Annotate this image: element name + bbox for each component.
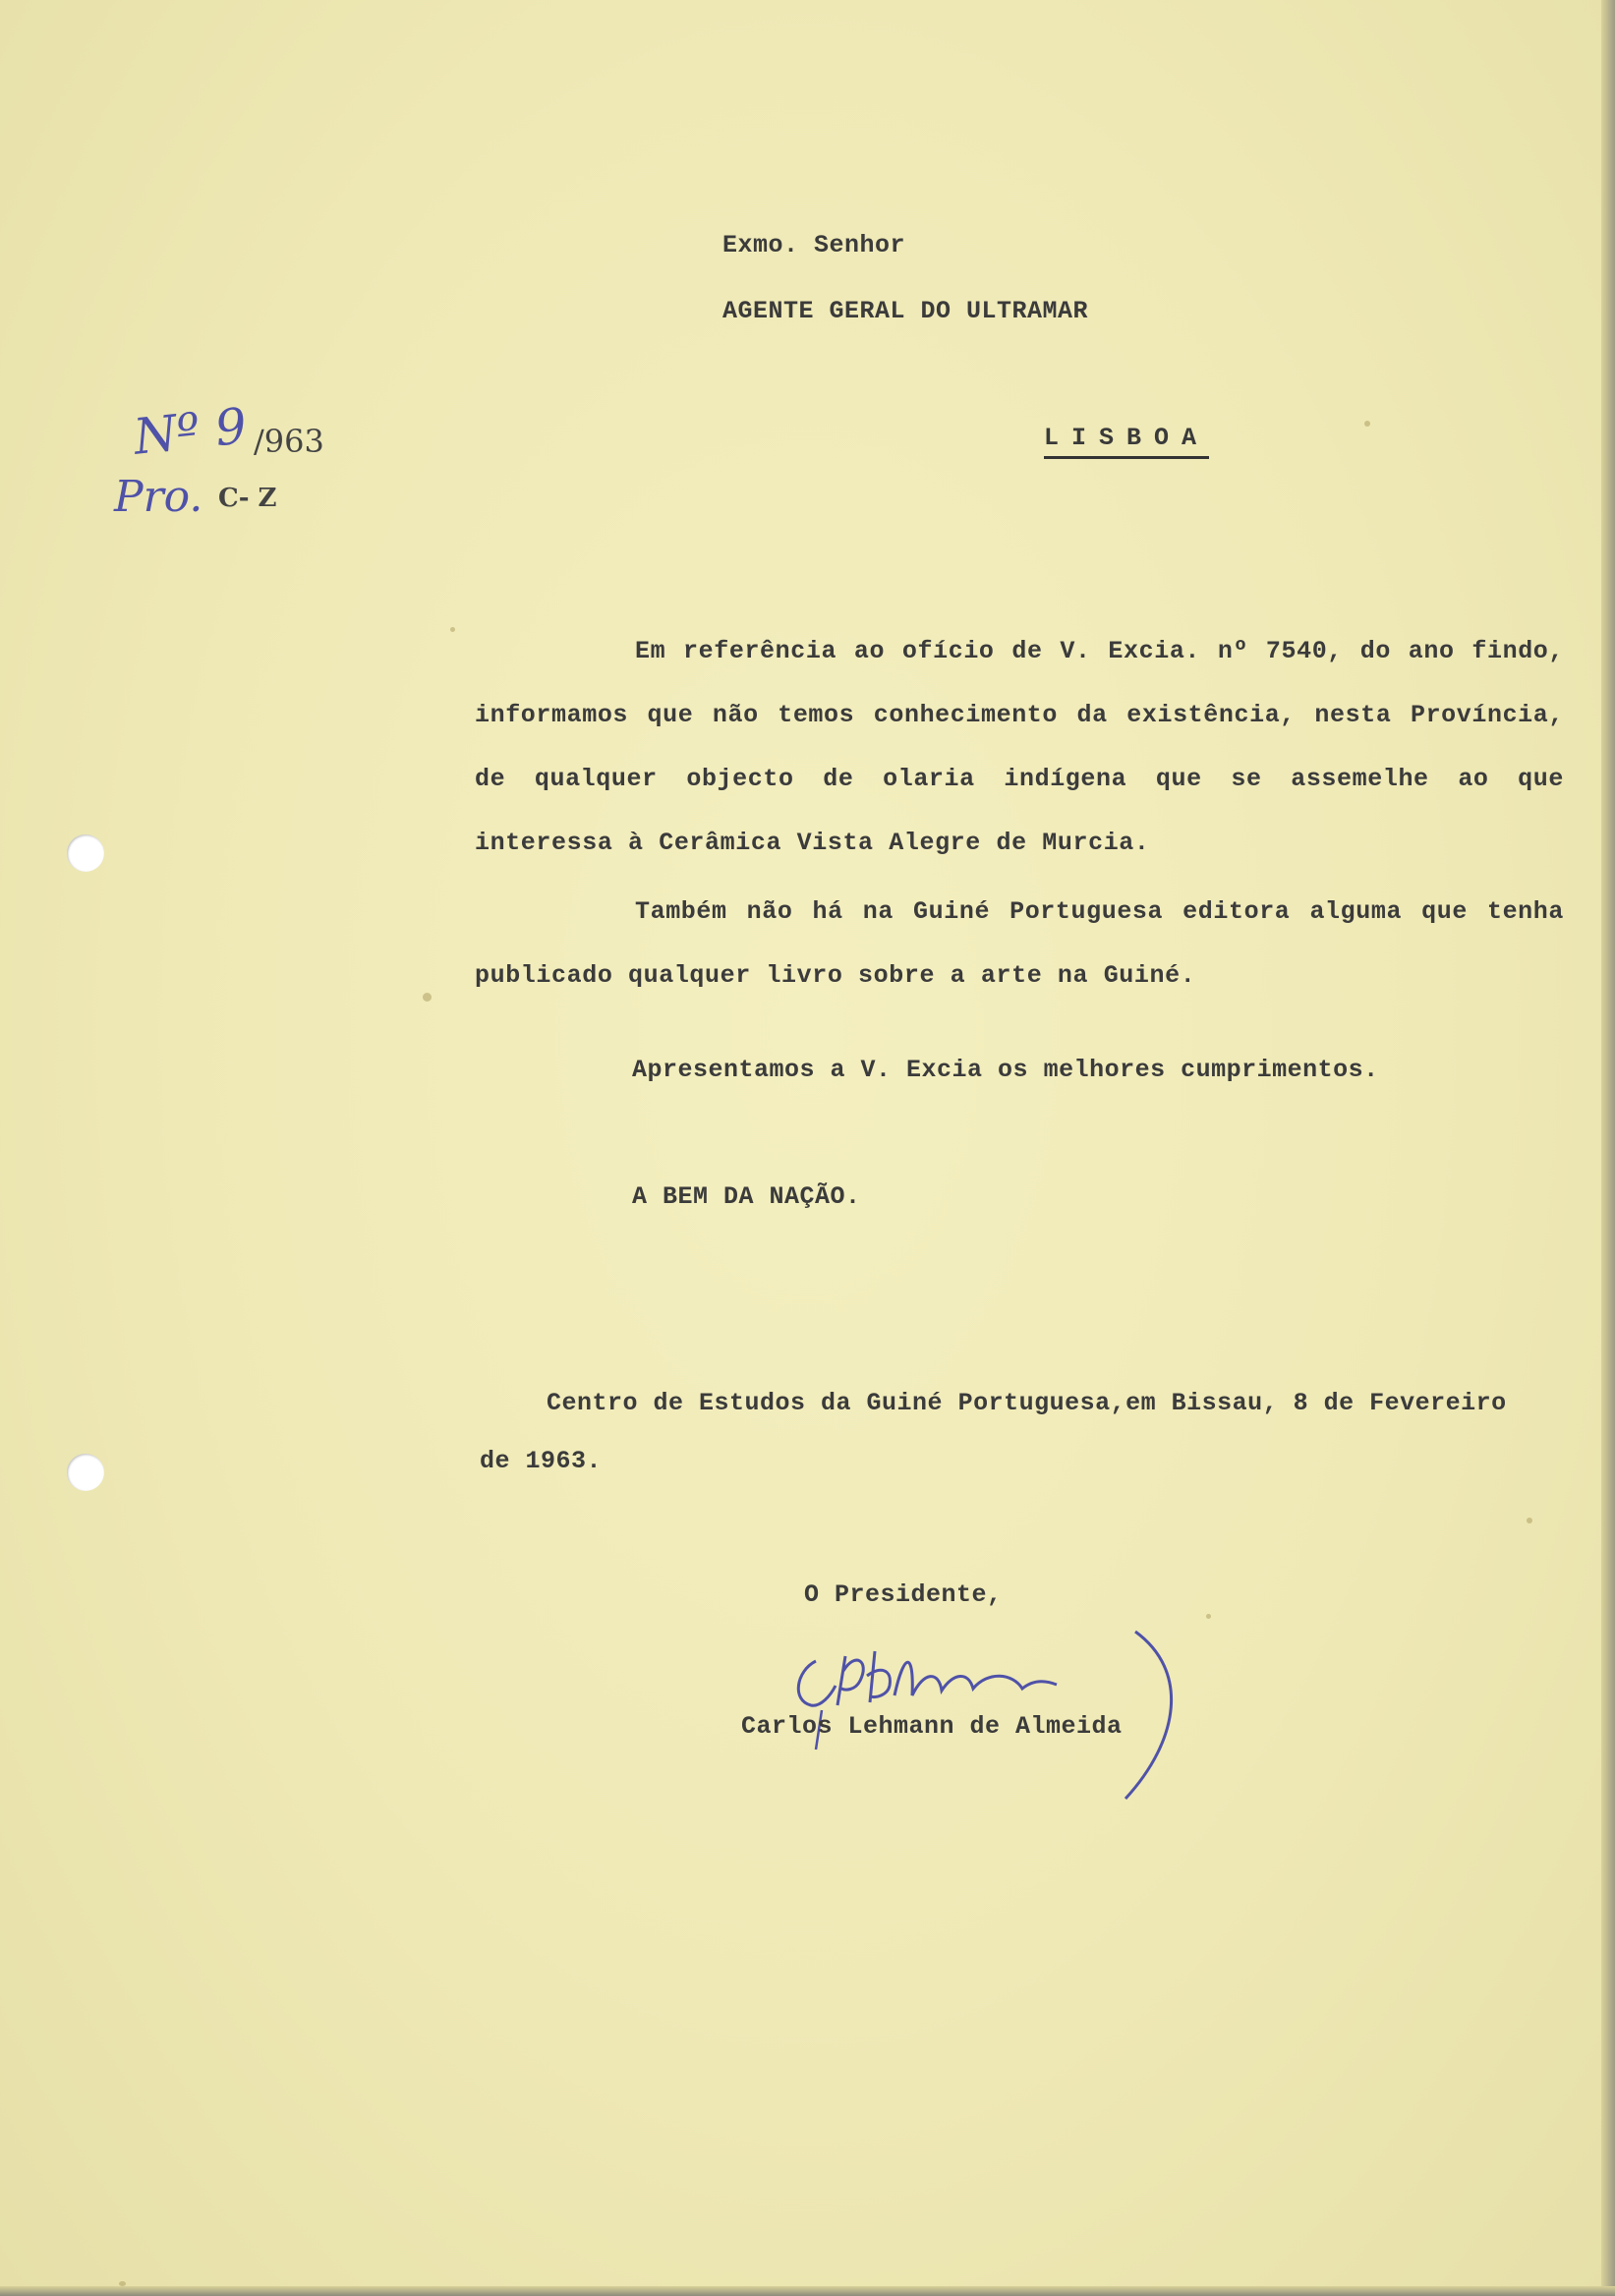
motto: A BEM DA NAÇÃO.: [632, 1182, 861, 1211]
handwritten-signature: [777, 1612, 1209, 1808]
body-paragraph-1: Em referência ao ofício de V. Excia. nº 7540, do ano findo, informamos que não temos conhecimento da existência, nesta Província, de qualquer objecto de olaria indígena que se assemelhe ao que interessa à Cerâmica Vista Alegre de Murcia.: [475, 637, 1564, 857]
punch-hole-top: [67, 834, 104, 872]
annotation-number: Nº 9: [131, 397, 250, 466]
annotation-year: /963: [254, 423, 324, 460]
recipient-title: AGENTE GERAL DO ULTRAMAR: [722, 297, 1089, 325]
closing-greeting: Apresentamos a V. Excia os melhores cumprimentos.: [632, 1056, 1379, 1084]
paper-spot: [1364, 421, 1370, 427]
place-date-line-1: Centro de Estudos da Guiné Portuguesa,em Bissau, 8 de Fevereiro: [547, 1389, 1507, 1417]
punch-hole-bottom: [67, 1454, 104, 1491]
page-edge-bottom: [0, 2286, 1615, 2296]
place-date-line-2: de 1963.: [480, 1447, 603, 1475]
destination-city: LISBOA: [1044, 424, 1209, 459]
paper-spot: [450, 627, 455, 632]
body-paragraph-2: Também não há na Guiné Portuguesa editora alguma que tenha publicado qualquer livro sobre a arte na Guiné.: [475, 897, 1564, 990]
signatory-name: Carlos Lehmann de Almeida: [741, 1712, 1123, 1741]
annotation-code: C- Z: [218, 484, 277, 513]
signatory-title: O Presidente,: [804, 1580, 1003, 1609]
salutation: Exmo. Senhor: [722, 231, 906, 259]
annotation-abbrev: Pro.: [114, 472, 203, 522]
paper-spot: [119, 2281, 126, 2286]
paper-spot: [1527, 1518, 1532, 1523]
paper-spot: [423, 993, 432, 1002]
page-edge-right: [1601, 0, 1615, 2296]
